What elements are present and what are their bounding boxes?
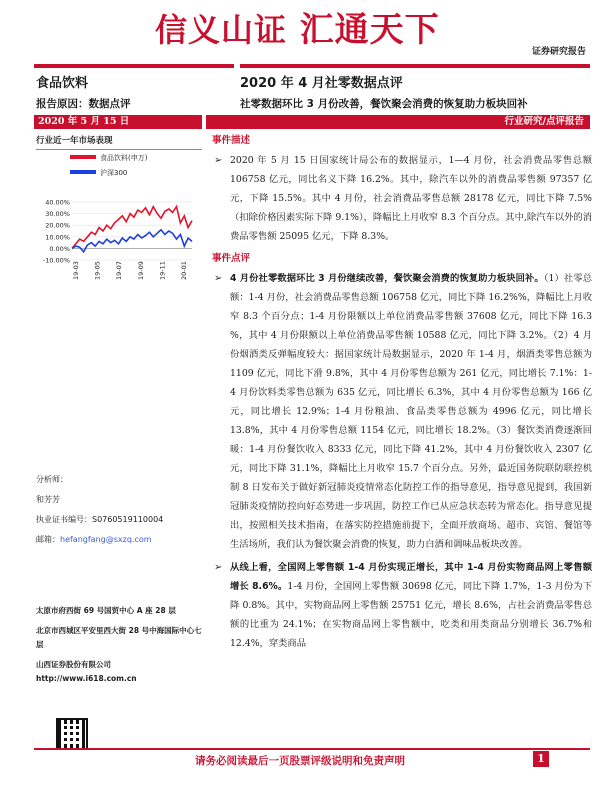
x-tick-label: 19-07 [115,261,124,280]
address-line-2: 北京市西城区平安里西大街 28 号中海国际中心七层 [36,626,202,649]
paragraph-event [212,151,592,246]
paragraph-online [212,558,592,653]
subtitle-row [36,96,590,112]
sector-label: 食品饮料 [36,76,89,91]
header-rule-left [34,64,234,68]
y-tick-label: 0.00% [49,244,70,253]
footer-rule [34,748,590,750]
certificate-number: 执业证书编号：S0760519110004 [36,515,164,524]
report-subtitle: 社零数据环比 3 月份改善，餐饮聚会消费的恢复助力板块回补 [240,98,528,110]
performance-title: 行业近一年市场表现 [36,134,202,150]
section-event-review: 事件点评 [212,253,251,264]
slogan-part-b: 汇通天下 [299,10,440,50]
address-line-1: 太原市府西街 69 号国贸中心 A 座 28 层 [36,606,176,615]
legend-swatch [70,155,96,159]
bullet-arrow-icon: ➢ [214,273,223,284]
y-tick-label: 40.00% [45,198,70,207]
company-website[interactable]: http://www.i618.com.cn [36,674,137,683]
email-row [36,534,202,545]
paragraph-review [212,269,592,554]
paragraph-online-text: 1-4 月份，全国网上零售额 30698 亿元，同比下降 1.7%，1-3 月份为下降 0.8%。其中，实物商品网上零售额 25751 亿元，增长 8.6%，占社会消费品零售总额的比重为 24.1%；在实物商品网上零售额中，吃类和用类商品分别增长 36.7%和 12.4%，穿类商品 [230,581,592,649]
legend-label: 沪深300 [100,169,128,177]
title-row [36,72,590,90]
brand-tag: 证券研究报告 [531,47,586,57]
y-tick-label: -10.00% [42,256,70,265]
series-line [72,207,192,249]
x-tick-label: 19-05 [93,261,102,280]
legend-label: 食品饮料(申万) [100,154,148,162]
section-event-description: 事件描述 [212,135,251,146]
y-tick-label: 30.00% [45,210,70,219]
y-tick-label: 10.00% [45,233,70,242]
report-type: 行业研究/点评报告 [206,115,590,129]
email-label: 邮箱： [36,535,60,544]
page-number: 1 [533,751,549,767]
slogan [155,2,440,51]
paragraph-review-lead: 4 月份社零数据环比 3 月份继续改善，餐饮聚会消费的恢复助力板块回补。 [230,273,544,284]
report-date: 2020 年 5 月 15 日 [34,115,202,129]
x-tick-label: 19-03 [72,261,80,280]
y-tick-label: 20.00% [45,221,70,230]
legend-swatch [70,170,96,174]
bullet-arrow-icon: ➢ [214,155,223,166]
address-block [36,604,202,686]
x-tick-label: 19-09 [136,261,145,280]
analyst-label: 分析师： [36,475,68,484]
report-reason: 报告原因：数据点评 [36,98,131,110]
bullet-arrow-icon: ➢ [214,562,223,573]
header-rule-right [240,64,590,68]
analyst-name: 和芳芳 [36,495,60,504]
x-tick-label: 20-01 [180,261,188,280]
x-tick-label: 19-11 [158,261,167,280]
paragraph-review-text: （1）社零总额：1-4 月份，社会消费品零售总额 106758 亿元，同比下降 16.2%%，降幅比上月收窄 8.3 个百分点；1-4 月份限额以上单位消费品零售额 37608 亿元，同比下降 16.3 %，其中 4 月份限额以上单位消费品零售额 10588 亿元，同比下降 3.2%。（2）4 月份烟酒类反弹幅度较大：据国家统计局数据显示，2020 年 1-4 月，烟酒类零售总额为 1109 亿元，同比下滑 9.8%，其中 4 月份零售总额为 261 亿元，同比增长 7.1%：1-4 月份饮料类零售总额为 635 亿元，同比增长 6.3%，其中 4 月份零售总额为 166 亿元，同比增长 12.9%；1-4 月份粮油、食品类零售总额为 4996 亿元，同比增长 13.8%，其中 4 月份零售总额 1154 亿元，同比增长 18.2%。（3）餐饮类消费逐渐回暖：1-4 月份餐饮收入 8333 亿元，同比下降 41.2%，其中 4 月份餐饮收入 2307 亿元，同比下降 31.1%，降幅比上月收窄 15.7 个百分点。另外，最近国务院联防联控机制 8 日发布关于做好新冠肺炎疫情常态化防控工作的指导意见，指导意见提到，我国新冠肺炎疫情防控向好态势进一步巩固，防控工作已从应急状态转为常态化。指导意见提出，按照相关技术指南，在落实防控措施前提下，全面开放商场、超市、宾馆、餐馆等生活场所，我们认为餐饮聚会消费的恢复，助力白酒和调味品板块改善。 [230,273,592,550]
page-header [0,0,600,62]
main-content [212,134,592,653]
qr-code-icon [56,718,88,750]
analyst-info [36,474,202,554]
email-link[interactable]: hefangfang@sxzq.com [60,535,152,544]
slogan-part-a: 信义山证 [155,11,288,49]
report-title: 2020 年 4 月社零数据点评 [240,76,403,91]
paragraph-event-text: 2020 年 5 月 15 日国家统计局公布的数据显示，1—4 月份，社会消费品零售总额 106758 亿元，同比名义下降 16.2%。其中，除汽车以外的消费品零售额 97357 亿元，下降 15.5%。其中 4 月份，社会消费品零售总额 28178 亿元，同比下降 7.5%（扣除价格因素实际下降 9.1%），降幅比上月收窄 8.3 个百分点。其中,除汽车以外的消费品零售额 25095 亿元，下降 8.3%。 [230,155,592,242]
sidebar [36,134,202,150]
performance-chart-svg [36,152,196,302]
disclaimer-notice[interactable]: 请务必阅读最后一页股票评级说明和免责声明 [195,755,405,767]
company-name: 山西证券股份有限公司 [36,660,111,669]
performance-chart [36,152,196,302]
paragraph-online-lead: 从线上看，全国网上零售额 1-4 月份实现正增长，其中 1-4 月份实物商品网上零售额增长 8.6%。 [230,562,592,592]
